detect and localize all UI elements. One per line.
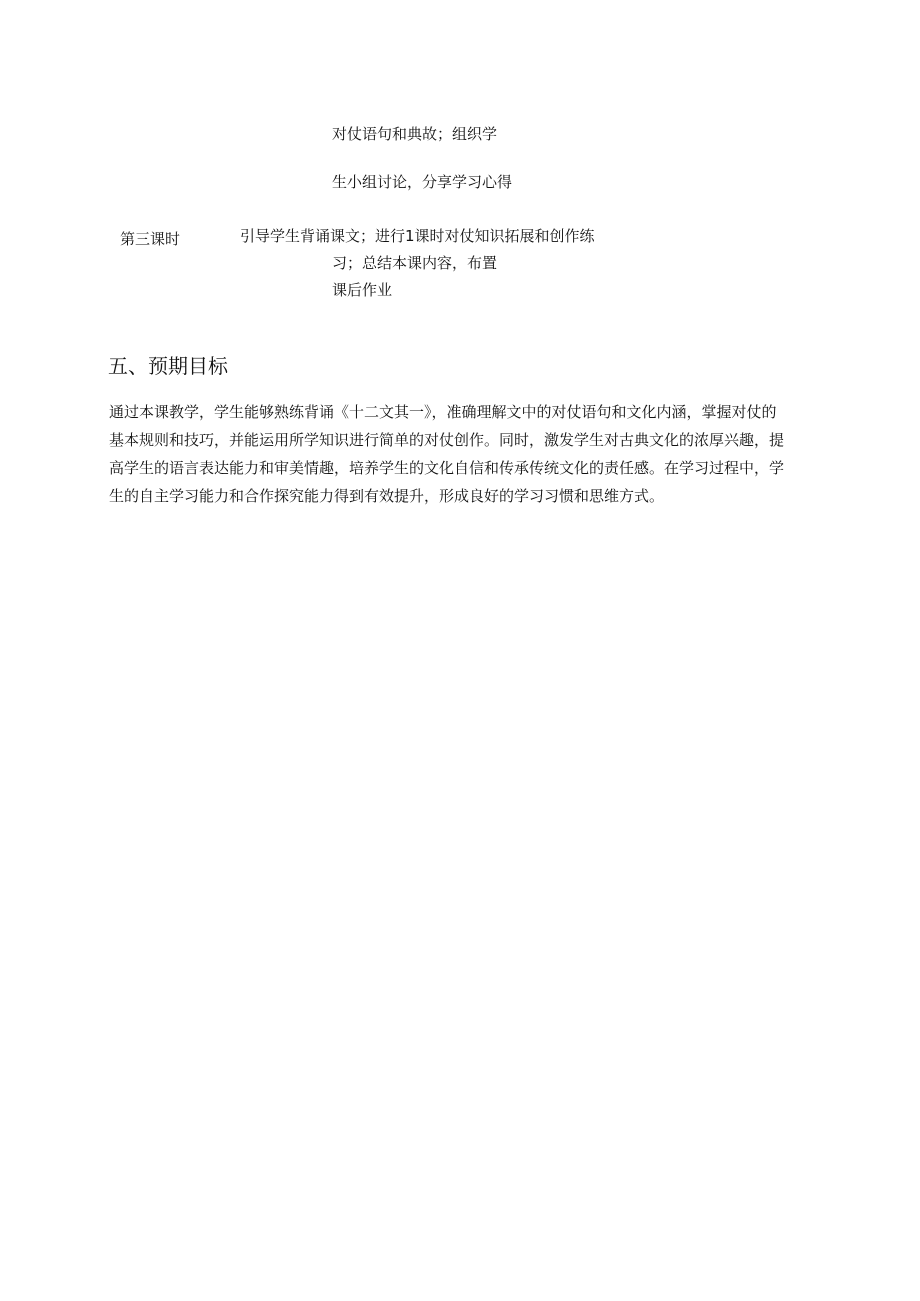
lesson2-activity-line-2: 生小组讨论，分享学习心得 xyxy=(332,173,513,191)
lesson3-activity-line-3: 课后作业 xyxy=(332,281,393,299)
paragraph-line: 基本规则和技巧，并能运用所学知识进行简单的对仗创作。同时，激发学生对古典文化的浓厚兴趣，提 xyxy=(109,431,785,449)
section-heading-expected-goals: 五、预期目标 xyxy=(108,354,228,378)
lesson3-activity-line-2: 习；总结本课内容，布置 xyxy=(332,254,498,272)
lesson3-activity-line-1: 引导学生背诵课文；进行1课时对仗知识拓展和创作练 xyxy=(240,227,595,245)
paragraph-line: 生的自主学习能力和合作探究能力得到有效提升，形成良好的学习习惯和思维方式。 xyxy=(109,487,665,505)
paragraph-line: 通过本课教学，学生能够熟练背诵《十二文其一》，准确理解文中的对仗语句和文化内涵，掌握对仗的 xyxy=(109,403,777,421)
paragraph-line: 高学生的语言表达能力和审美情趣，培养学生的文化自信和传承传统文化的责任感。在学习过程中，学 xyxy=(109,459,785,477)
expected-goals-paragraph xyxy=(109,398,809,510)
lesson2-activity-line-1: 对仗语句和典故；组织学 xyxy=(332,125,498,143)
lesson3-label: 第三课时 xyxy=(120,230,181,248)
